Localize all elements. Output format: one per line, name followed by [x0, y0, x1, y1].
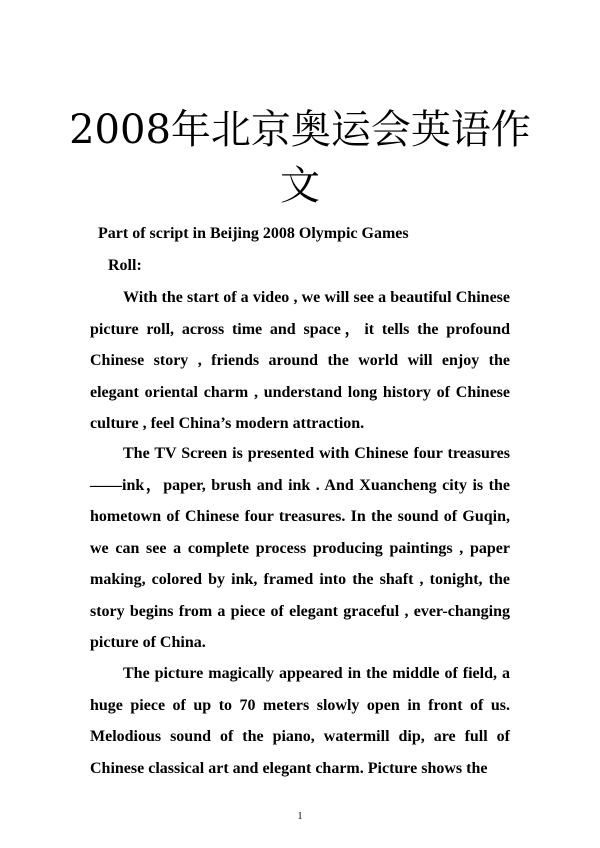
paragraph-3: The picture magically appeared in the middle of field, a huge piece of up to 70 meters slowly open in front of us. Melodious sound of the piano, watermill dip, are full of Chinese classical art and elegant charm. Picture shows the: [90, 665, 510, 777]
page-number: 1: [297, 811, 303, 822]
document-title: 2008年北京奥运会英语作文: [69, 107, 531, 209]
section-label: Roll:: [108, 257, 142, 274]
paragraph-2: The TV Screen is presented with Chinese four treasures——ink，paper, brush and ink . And Xuancheng city is the hometown of Chinese four treasures. In the sound of Guqin, we can see a complete process producing paintings , paper making, colored by ink, framed into the shaft , tonight, the story begins from a piece of elegant graceful , ever-changing picture of China.: [90, 445, 510, 651]
document-subtitle: Part of script in Beijing 2008 Olympic Games: [98, 225, 409, 242]
paragraph-1: With the start of a video , we will see a beautiful Chinese picture roll, across time and space，it tells the profound Chinese story , friends around the world will enjoy the elegant oriental charm , understand long history of Chinese culture , feel China’s modern attraction.: [90, 289, 510, 432]
